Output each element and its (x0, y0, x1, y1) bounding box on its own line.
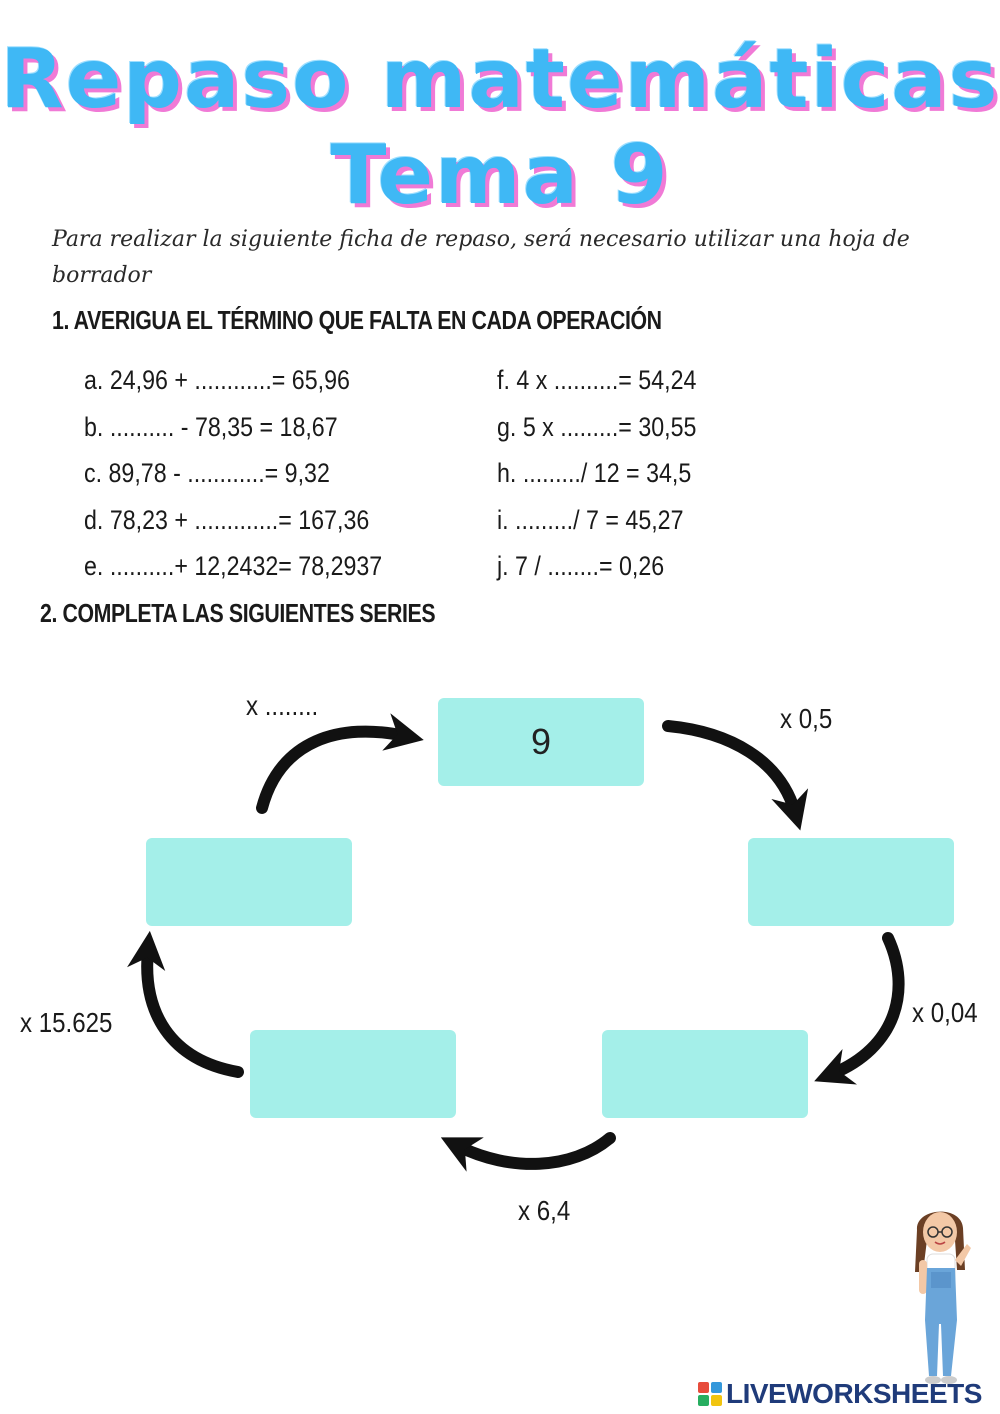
operation-g: g. 5 x .........= 30,55 (497, 411, 697, 442)
operation-f: f. 4 x ..........= 54,24 (497, 365, 697, 395)
series-start-value: 9 (530, 721, 552, 762)
intro-text: Para realizar la siguiente ficha de repaso, será necesario utilizar una hoja de borrador (52, 227, 910, 288)
series-box-start (438, 698, 644, 786)
teacher-avatar-illustration (905, 1200, 985, 1390)
section-2-heading: 2. COMPLETA LAS SIGUIENTES SERIES (40, 598, 436, 628)
operation-d: d. 78,23 + .............= 167,36 (84, 504, 370, 535)
operation-a: a. 24,96 + ............= 65,96 (84, 365, 350, 395)
arrow-left (147, 950, 238, 1072)
label-right: x 0,04 (912, 997, 978, 1028)
series-box-right[interactable] (748, 838, 954, 926)
title-line-2: Tema 9 (330, 128, 670, 223)
title-line-1: Repaso matemáticas (0, 32, 1000, 127)
label-top-right: x 0,5 (780, 703, 833, 734)
liveworksheets-logo (698, 1378, 982, 1410)
liveworksheets-logo-icon (698, 1382, 722, 1406)
arrow-right (832, 938, 899, 1074)
operation-e: e. ..........+ 12,2432= 78,2937 (84, 551, 383, 581)
operation-b: b. .......... - 78,35 = 18,67 (84, 411, 338, 442)
arrow-bottom (458, 1138, 610, 1164)
series-box-bottom-right[interactable] (602, 1030, 808, 1118)
arrow-top-right (668, 726, 795, 812)
series-box-left[interactable] (146, 838, 352, 926)
series-box-bottom-left[interactable] (250, 1030, 456, 1118)
label-top-left: x ........ (246, 690, 319, 721)
arrow-top-left (262, 732, 405, 808)
section-1-heading: 1. AVERIGUA EL TÉRMINO QUE FALTA EN CADA OPERACIÓN (52, 305, 662, 335)
operation-i: i. ........./ 7 = 45,27 (497, 504, 684, 535)
liveworksheets-brand: LIVEWORKSHEETS (726, 1378, 982, 1409)
operation-j: j. 7 / ........= 0,26 (497, 551, 665, 581)
operation-c: c. 89,78 - ............= 9,32 (84, 458, 330, 488)
label-left: x 15.625 (20, 1007, 113, 1038)
operation-h: h. ........./ 12 = 34,5 (497, 458, 692, 488)
label-bottom: x 6,4 (518, 1195, 571, 1226)
